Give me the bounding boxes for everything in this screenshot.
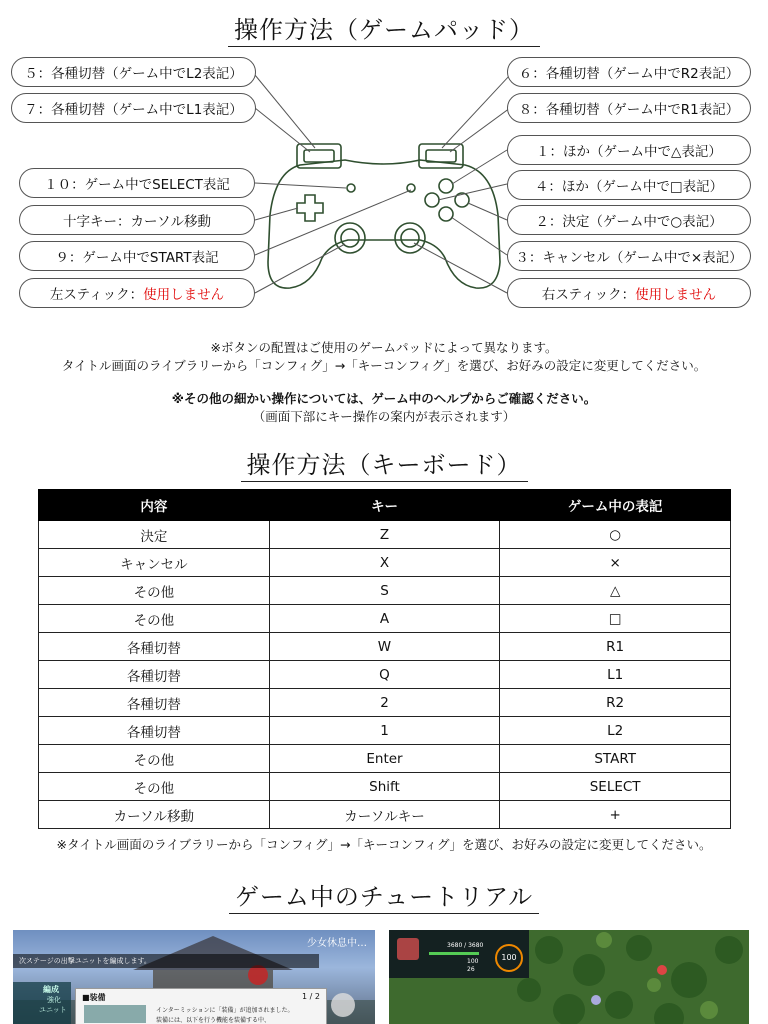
label-button-1-text: １：ほか（ゲーム中で△表記） — [536, 144, 722, 160]
cell-key: X — [269, 549, 500, 577]
shot2-hp: 3680 / 3680 — [447, 942, 484, 949]
table-row — [39, 521, 731, 549]
label-button-8 — [507, 93, 751, 123]
label-button-4-text: ４：ほか（ゲーム中で□表記） — [534, 179, 724, 195]
label-left-stick-text: 左スティック： — [49, 287, 144, 303]
shot2-hp-bar — [429, 952, 479, 955]
cell-key: Q — [269, 661, 500, 689]
table-row — [39, 633, 731, 661]
cell-key: W — [269, 633, 500, 661]
dpad-shape — [297, 195, 323, 221]
cell-key: Shift — [269, 773, 500, 801]
label-button-7-text: ７：各種切替（ゲーム中でL1表記） — [24, 102, 243, 118]
label-left-stick-unused: 使用しません — [143, 287, 225, 303]
face-button-bottom — [439, 207, 453, 221]
gamepad-note-2: タイトル画面のライブラリーから「コンフィグ」→「キーコンフィグ」を選び、お好みの設定に変更してください。 — [61, 358, 707, 373]
label-button-1 — [507, 135, 751, 165]
tutorial-title-text: ゲーム中のチュートリアル — [229, 883, 539, 914]
shot1-dialog-title: ■装備 — [82, 993, 106, 1002]
select-button-shape — [347, 184, 355, 192]
table-row — [39, 577, 731, 605]
label-button-5 — [11, 57, 256, 87]
cell-label: R2 — [500, 689, 731, 717]
keyboard-table — [38, 489, 731, 829]
label-button-3 — [507, 241, 751, 271]
label-button-7 — [11, 93, 256, 123]
shot1-banner: 次ステージの出撃ユニットを編成します。 — [13, 954, 319, 968]
label-button-6 — [507, 57, 751, 87]
table-row — [39, 773, 731, 801]
label-button-9-text: ９：ゲーム中でSTART表記 — [55, 250, 219, 266]
cell-label: + — [500, 801, 731, 829]
label-right-stick-unused: 使用しません — [635, 287, 717, 303]
left-stick-shape — [335, 223, 365, 253]
shot2-value-1: 100 — [467, 958, 479, 965]
shot1-menu — [13, 982, 71, 1024]
cell-content: 各種切替 — [39, 689, 270, 717]
cell-content: その他 — [39, 605, 270, 633]
label-button-3-text: ３：キャンセル（ゲーム中で×表記） — [515, 250, 743, 266]
cell-label: ○ — [500, 521, 731, 549]
keyboard-note: ※タイトル画面のライブラリーから「コンフィグ」→「キーコンフィグ」を選び、お好みの設定に変更してください。 — [56, 837, 712, 852]
label-left-stick — [19, 278, 255, 308]
cell-content: その他 — [39, 745, 270, 773]
shot1-dialog-msg1: インターミッションに「装備」が追加されました。 — [156, 1007, 294, 1014]
table-row — [39, 801, 731, 829]
shot1-dialog-thumbnail — [84, 1005, 146, 1023]
cell-label: L1 — [500, 661, 731, 689]
label-button-2 — [507, 205, 751, 235]
table-row — [39, 549, 731, 577]
label-button-10-text: １０：ゲーム中でSELECT表記 — [44, 177, 230, 193]
cell-content: その他 — [39, 773, 270, 801]
table-row — [39, 661, 731, 689]
cell-content: 各種切替 — [39, 633, 270, 661]
cell-content: キャンセル — [39, 549, 270, 577]
header-key: キー — [269, 490, 500, 521]
label-dpad — [19, 205, 255, 235]
shot1-dialog-page: 1 / 2 — [302, 992, 320, 1001]
cell-key: 1 — [269, 717, 500, 745]
shot2-status-panel — [389, 930, 529, 978]
tutorial-screenshot-2 — [389, 930, 749, 1024]
cell-key: 2 — [269, 689, 500, 717]
label-right-stick-text: 右スティック： — [541, 287, 636, 303]
cell-label: START — [500, 745, 731, 773]
cell-label: □ — [500, 605, 731, 633]
keyboard-section-title — [0, 445, 768, 480]
label-button-2-text: ２：決定（ゲーム中で○表記） — [535, 214, 723, 230]
table-row — [39, 605, 731, 633]
gamepad-note-1: ※ボタンの配置はご使用のゲームパッドによって異なります。 — [210, 340, 558, 355]
shot1-menu-unit: ユニット — [39, 1006, 67, 1014]
label-button-8-text: ８：各種切替（ゲーム中でR1表記） — [518, 102, 740, 118]
header-content: 内容 — [39, 490, 270, 521]
cell-key: S — [269, 577, 500, 605]
shot2-gauge-circle: 100 — [495, 944, 523, 972]
face-button-top — [439, 179, 453, 193]
face-button-left — [425, 193, 439, 207]
tutorial-section-title — [0, 877, 768, 912]
gamepad-note-4: （画面下部にキー操作の案内が表示されます） — [252, 409, 516, 424]
shot1-menu-enhance: 強化 — [47, 996, 61, 1004]
keyboard-title-text: 操作方法（キーボード） — [241, 451, 528, 482]
label-button-9 — [19, 241, 255, 271]
cell-key: Enter — [269, 745, 500, 773]
cell-label: SELECT — [500, 773, 731, 801]
label-right-stick — [507, 278, 751, 308]
label-button-4 — [507, 170, 751, 200]
gamepad-title-text: 操作方法（ゲームパッド） — [228, 16, 540, 47]
label-button-10 — [19, 168, 255, 198]
shot1-dialog — [75, 988, 327, 1024]
label-dpad-text: 十字キー：カーソル移動 — [63, 214, 211, 230]
controller-body — [268, 160, 500, 288]
header-ingame-label: ゲーム中の表記 — [500, 490, 731, 521]
shot2-value-2: 26 — [467, 966, 475, 973]
tutorial-screenshot-1 — [13, 930, 375, 1024]
shot1-dialog-msg2: 装備には、以下を行う機能を装備する中、 — [156, 1017, 271, 1024]
cell-content: 各種切替 — [39, 717, 270, 745]
cell-content: 決定 — [39, 521, 270, 549]
cell-key: A — [269, 605, 500, 633]
label-button-5-text: ５：各種切替（ゲーム中でL2表記） — [24, 66, 243, 82]
label-button-6-text: ６：各種切替（ゲーム中でR2表記） — [518, 66, 740, 82]
gamepad-note-3: ※その他の細かい操作については、ゲーム中のヘルプからご確認ください。 — [171, 391, 597, 406]
shot1-top-right: 少女休息中… — [307, 938, 367, 949]
table-row — [39, 689, 731, 717]
shot1-menu-formation: 編成 — [43, 985, 59, 994]
cell-content: その他 — [39, 577, 270, 605]
table-row — [39, 717, 731, 745]
cell-key: カーソルキー — [269, 801, 500, 829]
table-row — [39, 745, 731, 773]
cell-label: × — [500, 549, 731, 577]
shot2-portrait — [397, 938, 419, 960]
right-stick-shape — [395, 223, 425, 253]
cell-key: Z — [269, 521, 500, 549]
keyboard-table-header — [39, 490, 731, 521]
cell-content: 各種切替 — [39, 661, 270, 689]
cell-label: L2 — [500, 717, 731, 745]
cell-label: △ — [500, 577, 731, 605]
cell-content: カーソル移動 — [39, 801, 270, 829]
cell-label: R1 — [500, 633, 731, 661]
leader-lines — [255, 75, 510, 293]
